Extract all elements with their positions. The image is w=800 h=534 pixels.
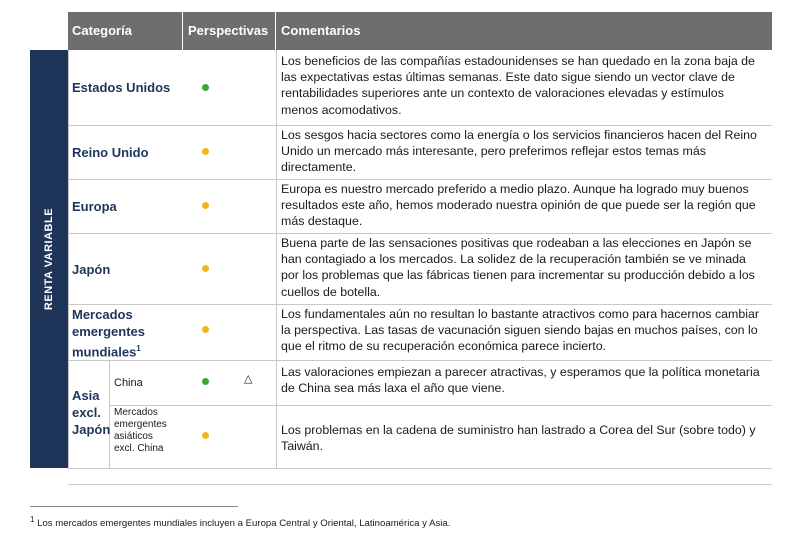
row-category-line: mundiales$^1$ bbox=[72, 344, 141, 360]
row-subcategory-line: Mercados bbox=[114, 407, 158, 418]
row-comment: Los fundamentales aún no resultan lo bastante atractivos como para hacernos cambiar la perspectiva. Las tasas de vacunación siguen siendo bajas en muchos países, con lo que el ritmo de su recuperación económica parece incierto. bbox=[281, 307, 760, 354]
outlook-dot bbox=[202, 148, 209, 155]
section-sidebar bbox=[30, 50, 68, 468]
row-divider bbox=[68, 360, 772, 361]
row-category-line: excl. bbox=[72, 405, 101, 420]
row-category: Europa bbox=[72, 199, 117, 214]
row-comment: Los beneficios de las compañías estadounidenses se han quedado en la zona baja de las expectativas estas últimas semanas. Este dato sigue siendo un vector clave de rentabilidades superiores ante un contexto de valoraciones elevadas y estímulos menos acomodativos. bbox=[281, 54, 755, 117]
outlook-dot bbox=[202, 432, 209, 439]
row-comment: Los problemas en la cadena de suministro han lastrado a Corea del Sur (sobre todo) y Taiwán. bbox=[281, 423, 756, 454]
row-subcategory: China bbox=[114, 377, 143, 389]
table-bottom-rule bbox=[68, 484, 772, 485]
upgrade-triangle-icon: △ bbox=[244, 373, 253, 385]
row-category-line: Mercados bbox=[72, 307, 133, 322]
row-category bbox=[72, 306, 145, 360]
outlook-dot bbox=[202, 378, 209, 385]
row-comment: Europa es nuestro mercado preferido a medio plazo. Aunque ha logrado muy buenos resultados este año, hemos moderado nuestra opinión de que puede ser la región que más destaque. bbox=[281, 182, 756, 229]
row-divider bbox=[68, 468, 772, 469]
row-divider bbox=[68, 179, 772, 180]
outlook-dot bbox=[202, 202, 209, 209]
row-subcategory-line: asiáticos bbox=[114, 431, 153, 442]
row-divider bbox=[68, 304, 772, 305]
row-divider bbox=[109, 405, 772, 406]
row-subcategory bbox=[114, 407, 167, 455]
row-comment: Buena parte de las sensaciones positivas que rodeaban a las elecciones en Japón se han contagiado a los mercados. La solidez de la recuperación también se ve minada por los problemas que las fábricas tienen para incrementar su producción debido a los cuellos de botella. bbox=[281, 236, 755, 299]
header-divider bbox=[182, 12, 183, 50]
row-comment: Las valoraciones empiezan a parecer atractivas, y esperamos que la política monetaria de China sea más laxa el año que viene. bbox=[281, 365, 760, 396]
footnote-mark: 1 bbox=[136, 344, 141, 353]
row-group-category bbox=[72, 387, 110, 438]
row-category: Estados Unidos bbox=[72, 80, 171, 95]
row-category-line: Asia bbox=[72, 388, 100, 403]
row-comment: Los sesgos hacia sectores como la energía o los servicios financieros hacen del Reino Unido un mercado más interesante, pero preferimos reflejar estos temas más directamente. bbox=[281, 128, 757, 175]
row-category: Reino Unido bbox=[72, 145, 149, 160]
header-category: Categoría bbox=[72, 23, 132, 38]
section-label: RENTA VARIABLE bbox=[43, 207, 55, 311]
row-subcategory-line: excl. China bbox=[114, 443, 164, 454]
outlook-dot bbox=[202, 84, 209, 91]
row-category-line: emergentes bbox=[72, 324, 145, 339]
footnote-rule bbox=[30, 506, 238, 507]
outlook-dot bbox=[202, 265, 209, 272]
header-divider bbox=[275, 12, 276, 50]
divider bbox=[68, 50, 69, 468]
header-comments: Comentarios bbox=[281, 23, 361, 38]
row-category-line: Japón bbox=[72, 422, 111, 437]
header-perspective: Perspectivas bbox=[188, 23, 269, 38]
footnote: $^1$ Los mercados emergentes mundiales incluyen a Europa Central y Oriental, Latinoamérica y Asia. bbox=[30, 515, 451, 530]
row-divider bbox=[68, 233, 772, 234]
outlook-dot bbox=[202, 326, 209, 333]
table-header bbox=[68, 12, 772, 50]
row-subcategory-line: emergentes bbox=[114, 419, 167, 430]
row-divider bbox=[68, 125, 772, 126]
row-category: Japón bbox=[72, 262, 111, 277]
